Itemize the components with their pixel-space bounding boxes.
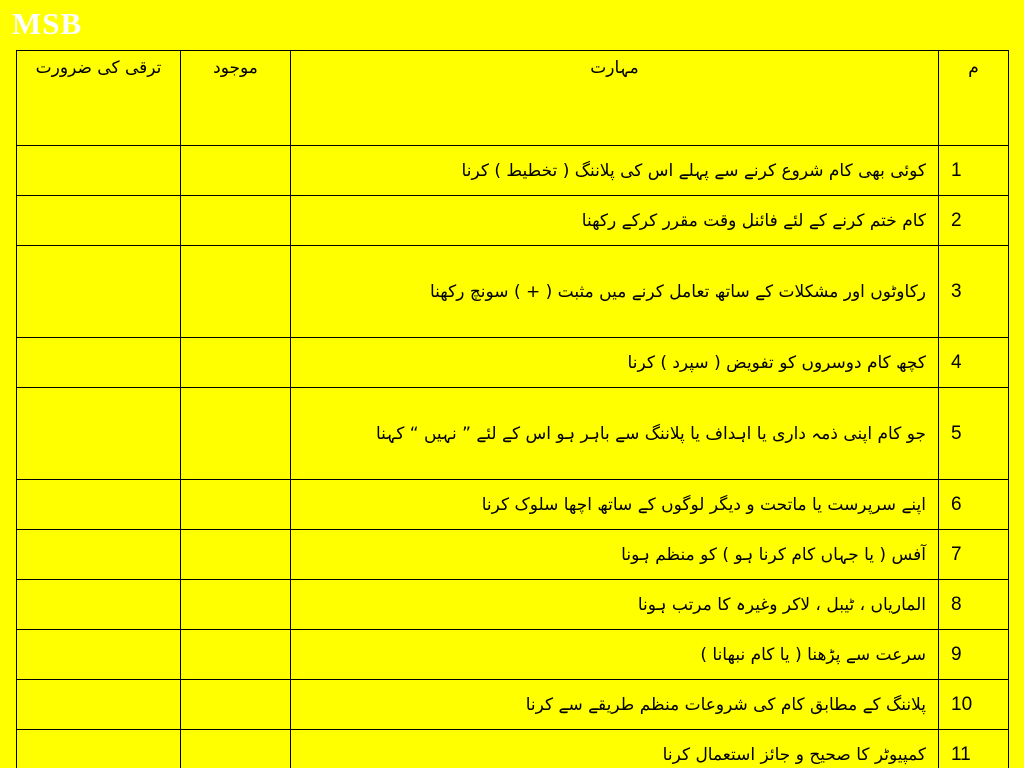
- row-existing-cell[interactable]: [181, 146, 291, 196]
- row-skill: پلاننگ کے مطابق کام کی شروعات منظم طریقے سے کرنا: [291, 680, 939, 730]
- row-existing-cell[interactable]: [181, 338, 291, 388]
- row-number: 3: [939, 246, 1009, 338]
- row-improvement-cell[interactable]: [17, 480, 181, 530]
- msb-logo: MSB: [12, 6, 83, 41]
- row-number: 10: [939, 680, 1009, 730]
- row-number: 11: [939, 730, 1009, 768]
- header-existing: موجود: [181, 51, 291, 146]
- row-improvement-cell[interactable]: [17, 680, 181, 730]
- row-number: 6: [939, 480, 1009, 530]
- table-row: [17, 146, 1009, 196]
- row-improvement-cell[interactable]: [17, 730, 181, 768]
- row-number: 1: [939, 146, 1009, 196]
- row-existing-cell[interactable]: [181, 630, 291, 680]
- table-row: [17, 338, 1009, 388]
- row-number: 7: [939, 530, 1009, 580]
- row-improvement-cell[interactable]: [17, 388, 181, 480]
- row-improvement-cell[interactable]: [17, 146, 181, 196]
- row-existing-cell[interactable]: [181, 730, 291, 768]
- table-row: [17, 580, 1009, 630]
- row-existing-cell[interactable]: [181, 580, 291, 630]
- row-existing-cell[interactable]: [181, 388, 291, 480]
- row-number: 9: [939, 630, 1009, 680]
- row-improvement-cell[interactable]: [17, 630, 181, 680]
- row-skill: سرعت سے پڑھنا ( یا کام نبھانا ): [291, 630, 939, 680]
- row-skill: الماریاں ، ٹیبل ، لاکر وغیرہ کا مرتب ہونا: [291, 580, 939, 630]
- row-existing-cell[interactable]: [181, 196, 291, 246]
- row-skill: کمپیوٹر کا صحیح و جائز استعمال کرنا: [291, 730, 939, 768]
- row-number: 5: [939, 388, 1009, 480]
- row-improvement-cell[interactable]: [17, 196, 181, 246]
- row-skill: جو کام اپنی ذمہ داری یا اہداف یا پلاننگ سے باہر ہو اس کے لئے ” نہیں “ کہنا: [291, 388, 939, 480]
- row-number: 2: [939, 196, 1009, 246]
- header-skill: مہارت: [291, 51, 939, 146]
- row-skill: کوئی بھی کام شروع کرنے سے پہلے اس کی پلاننگ ( تخطیط ) کرنا: [291, 146, 939, 196]
- row-existing-cell[interactable]: [181, 680, 291, 730]
- header-number: م: [939, 51, 1009, 146]
- table-row: [17, 730, 1009, 768]
- row-existing-cell[interactable]: [181, 480, 291, 530]
- skills-table: [16, 50, 1009, 768]
- row-number: 4: [939, 338, 1009, 388]
- table-row: [17, 196, 1009, 246]
- table-row: [17, 630, 1009, 680]
- table-row: [17, 680, 1009, 730]
- row-skill: کچھ کام دوسروں کو تفویض ( سپرد ) کرنا: [291, 338, 939, 388]
- table-row: [17, 388, 1009, 480]
- table-row: [17, 246, 1009, 338]
- table-header-row: [17, 51, 1009, 146]
- row-skill: رکاوٹوں اور مشکلات کے ساتھ تعامل کرنے میں مثبت ( + ) سونچ رکھنا: [291, 246, 939, 338]
- row-skill: کام ختم کرنے کے لئے فائنل وقت مقرر کرکے رکھنا: [291, 196, 939, 246]
- row-existing-cell[interactable]: [181, 530, 291, 580]
- row-skill: آفس ( یا جہاں کام کرنا ہو ) کو منظم ہونا: [291, 530, 939, 580]
- table-row: [17, 530, 1009, 580]
- row-improvement-cell[interactable]: [17, 530, 181, 580]
- row-improvement-cell[interactable]: [17, 246, 181, 338]
- row-existing-cell[interactable]: [181, 246, 291, 338]
- row-skill: اپنے سرپرست یا ماتحت و دیگر لوگوں کے ساتھ اچھا سلوک کرنا: [291, 480, 939, 530]
- header-improvement: ترقی کی ضرورت: [17, 51, 181, 146]
- row-improvement-cell[interactable]: [17, 580, 181, 630]
- table-row: [17, 480, 1009, 530]
- row-improvement-cell[interactable]: [17, 338, 181, 388]
- row-number: 8: [939, 580, 1009, 630]
